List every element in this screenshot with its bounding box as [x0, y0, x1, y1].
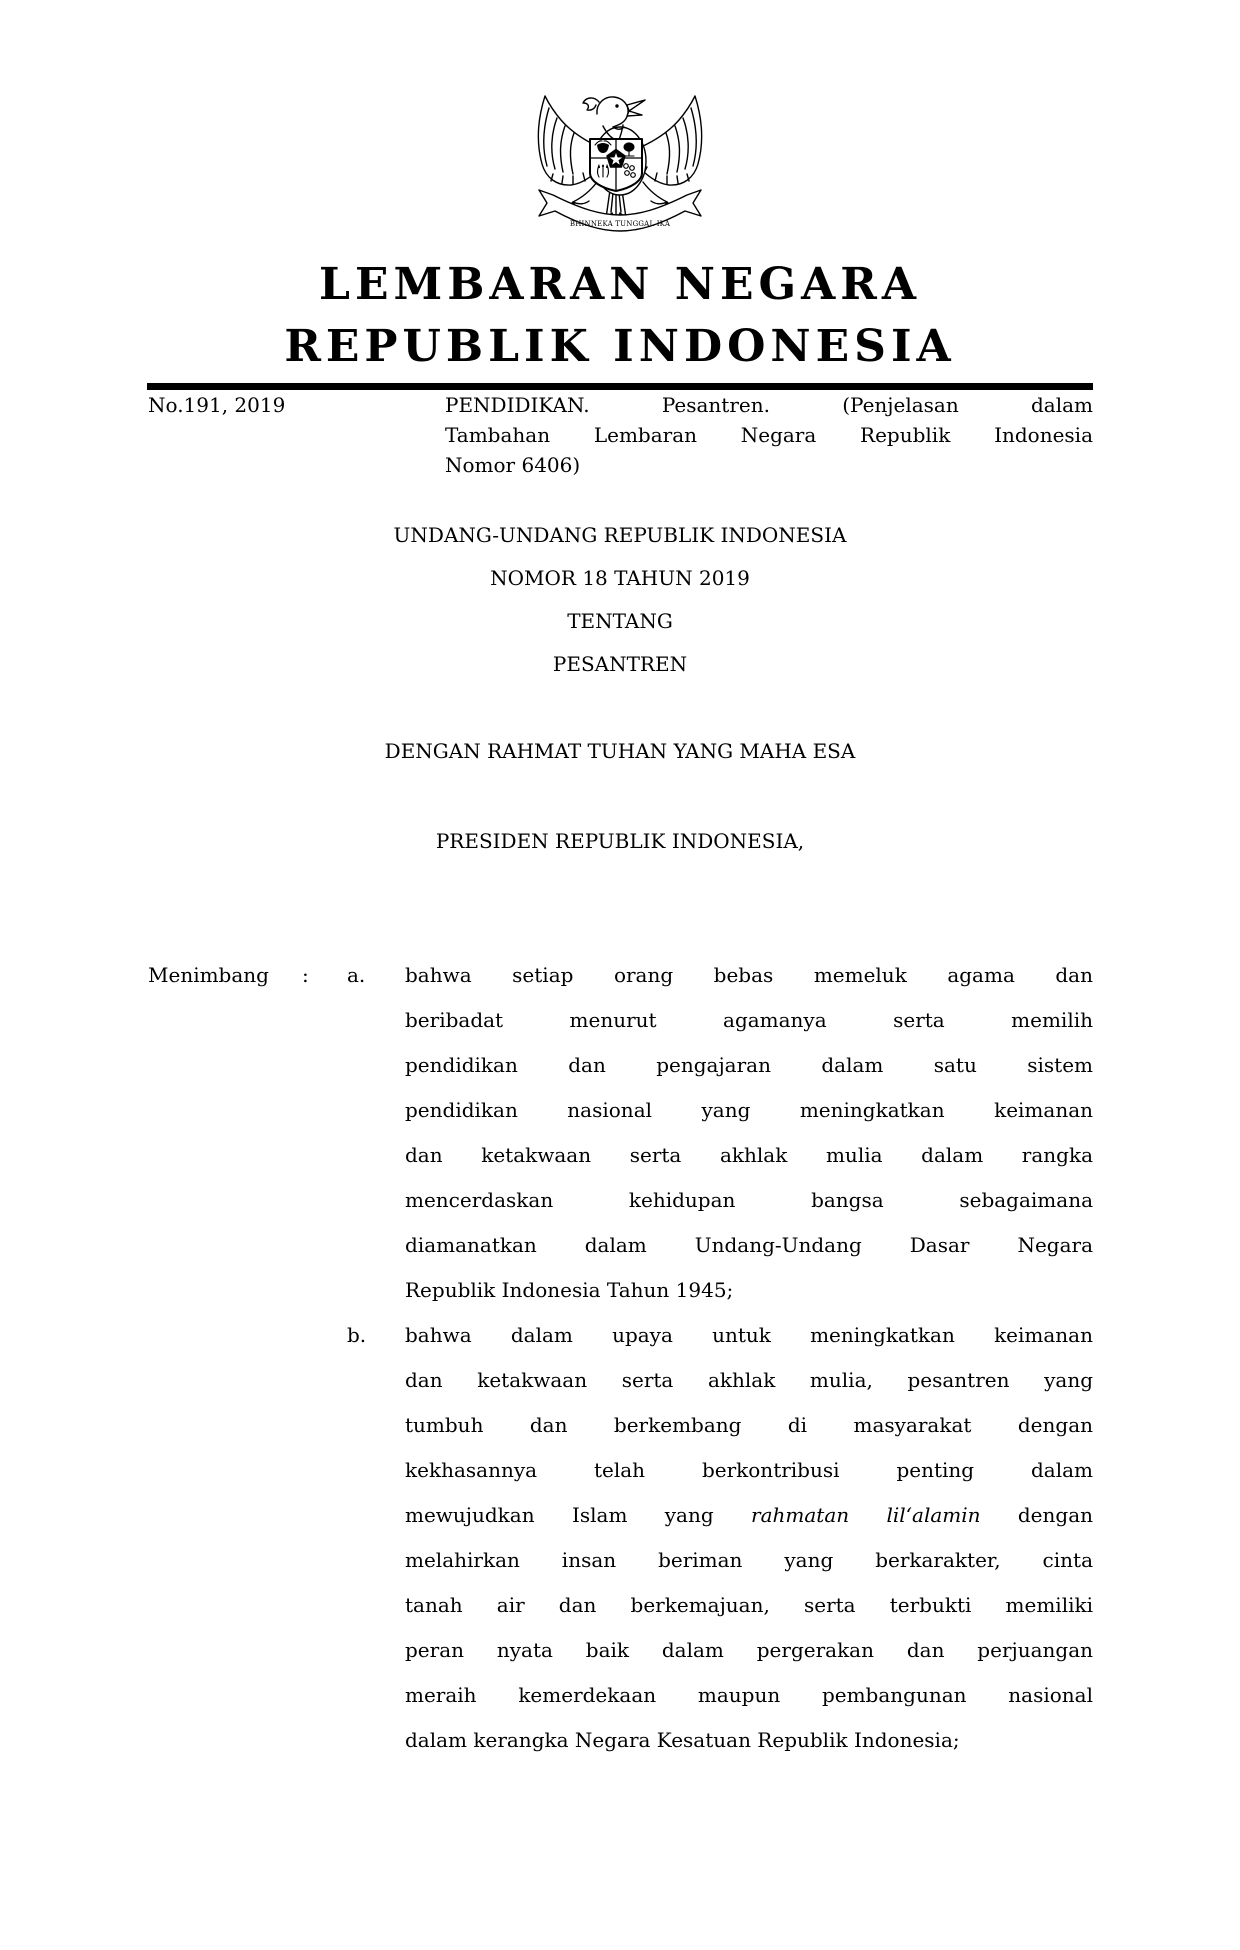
text-line: meraih kemerdekaan maupun pembangunan nasional	[405, 1683, 1093, 1707]
text-line: diamanatkan dalam Undang-Undang Dasar Negara	[405, 1233, 1093, 1257]
item-marker-a: a.	[347, 963, 366, 987]
text-line: kekhasannya telah berkontribusi penting dalam	[405, 1458, 1093, 1482]
masthead-title-line2: REPUBLIK INDONESIA	[284, 321, 956, 372]
text-line: mencerdaskan kehidupan bangsa sebagaimana	[405, 1188, 1093, 1212]
text-line: dan ketakwaan serta akhlak mulia, pesantren yang	[405, 1368, 1093, 1392]
text-line: Republik Indonesia Tahun 1945;	[405, 1278, 734, 1302]
text-line: PENDIDIKAN. Pesantren. (Penjelasan dalam	[445, 393, 1093, 417]
subject-annotation	[445, 390, 1093, 480]
gazette-number: No.191, 2019	[148, 393, 286, 417]
act-title-line: UNDANG-UNDANG REPUBLIK INDONESIA	[393, 523, 847, 547]
eagle-head	[583, 97, 645, 129]
text-line: tumbuh dan berkembang di masyarakat dengan	[405, 1413, 1093, 1437]
text-line: melahirkan insan beriman yang berkarakter, cinta	[405, 1548, 1093, 1572]
text-line: mewujudkan Islam yang rahmatan lil‘alamin dengan	[405, 1503, 1093, 1527]
item-text-a	[405, 953, 1093, 1313]
item-marker-b: b.	[347, 1323, 367, 1347]
chest-shield	[590, 139, 642, 191]
text-line: peran nyata baik dalam pergerakan dan perjuangan	[405, 1638, 1093, 1662]
emblem-motto: BHINNEKA TUNGGAL IKA	[569, 220, 671, 228]
considering-items	[347, 953, 1093, 1763]
act-subject-line: PESANTREN	[552, 652, 688, 676]
masthead-title-line1: LEMBARAN NEGARA	[319, 259, 921, 310]
text-line: tanah air dan berkemajuan, serta terbukti memiliki	[405, 1593, 1093, 1617]
considering-section	[148, 953, 1093, 1763]
act-heading	[0, 514, 1240, 686]
text-line: dalam kerangka Negara Kesatuan Republik Indonesia;	[405, 1728, 960, 1752]
considering-item-b	[347, 1313, 1093, 1763]
item-text-b	[405, 1313, 1093, 1763]
considering-colon: :	[302, 963, 309, 987]
act-tentang-line: TENTANG	[567, 609, 673, 633]
text-line: bahwa setiap orang bebas memeluk agama dan	[405, 963, 1093, 987]
text-line: beribadat menurut agamanya serta memilih	[405, 1008, 1093, 1032]
text-line: pendidikan dan pengajaran dalam satu sistem	[405, 1053, 1093, 1077]
masthead-rule	[147, 383, 1093, 390]
text-line: bahwa dalam upaya untuk meningkatkan keimanan	[405, 1323, 1093, 1347]
text-line: dan ketakwaan serta akhlak mulia dalam rangka	[405, 1143, 1093, 1167]
garuda-pancasila-emblem	[533, 86, 707, 238]
text-line: Tambahan Lembaran Negara Republik Indonesia	[445, 423, 1093, 447]
italic-phrase: rahmatan lil‘alamin	[751, 1503, 981, 1527]
text-line: Nomor 6406)	[445, 453, 581, 477]
act-number-line: NOMOR 18 TAHUN 2019	[490, 566, 750, 590]
considering-label: Menimbang	[148, 963, 269, 987]
garuda-eagle-icon	[533, 86, 707, 238]
considering-item-a	[347, 953, 1093, 1313]
invocation-line: DENGAN RAHMAT TUHAN YANG MAHA ESA	[384, 739, 856, 763]
text-line: pendidikan nasional yang meningkatkan keimanan	[405, 1098, 1093, 1122]
authority-line: PRESIDEN REPUBLIK INDONESIA,	[435, 829, 805, 853]
tree-quadrant	[624, 142, 635, 151]
